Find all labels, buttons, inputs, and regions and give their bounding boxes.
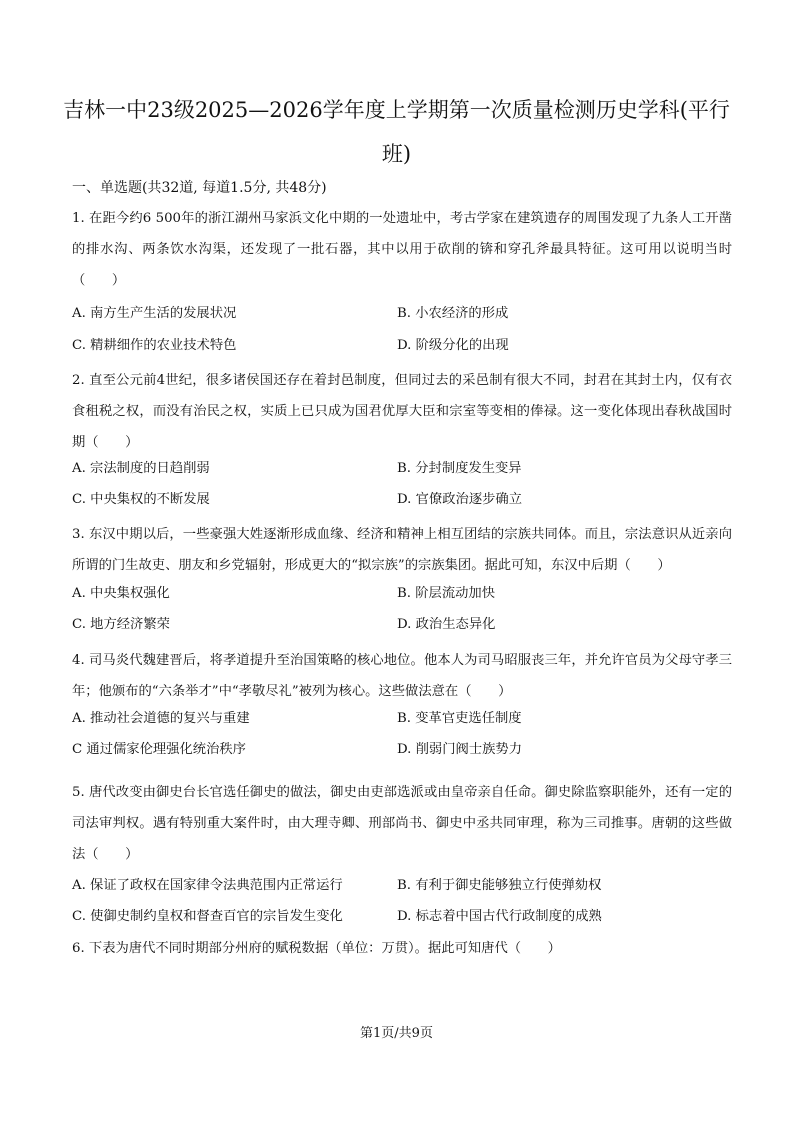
- question-4-option-a: A. 推动社会道德的复兴与重建: [72, 711, 250, 726]
- question-1-stem: 1. 在距今约6 500年的浙江湖州马家浜文化中期的一处遗址中，考古学家在建筑遗存的周围发现了九条人工开凿的排水沟、两条饮水沟渠，还发现了一批石器，其中以用于砍削的锛和穿孔斧最具特征。这可用以说明当时（ ）: [72, 211, 732, 288]
- question-4-option-b: B. 变革官吏选任制度: [397, 711, 522, 726]
- section-heading: 一、单选题(共32道, 每道1.5分, 共48分): [72, 180, 327, 196]
- question-1-option-c: C. 精耕细作的农业技术特色: [72, 338, 237, 353]
- question-5-option-c: C. 使御史制约皇权和督查百官的宗旨发生变化: [72, 909, 343, 924]
- question-3-option-a: A. 中央集权强化: [72, 586, 170, 601]
- question-2-option-b: B. 分封制度发生变异: [397, 461, 522, 476]
- question-3-option-c: C. 地方经济繁荣: [72, 617, 170, 632]
- question-4-option-c: C 通过儒家伦理强化统治秩序: [72, 742, 246, 757]
- question-3-option-b: B. 阶层流动加快: [397, 586, 496, 601]
- question-3-stem: 3. 东汉中期以后，一些豪强大姓逐渐形成血缘、经济和精神上相互团结的宗族共同体。而且，宗法意识从近亲向所谓的门生故吏、朋友和乡党辐射，形成更大的“拟宗族”的宗族集团。据此可知，东汉中后期（ ）: [72, 527, 732, 573]
- question-2-option-d: D. 官僚政治逐步确立: [397, 492, 523, 507]
- question-3-option-d: D. 政治生态异化: [397, 617, 496, 632]
- question-5-option-d: D. 标志着中国古代行政制度的成熟: [397, 909, 602, 924]
- question-5-option-a: A. 保证了政权在国家律令法典范围内正常运行: [72, 878, 343, 893]
- question-4-option-d: D. 削弱门阀士族势力: [397, 742, 523, 757]
- question-1-option-d: D. 阶级分化的出现: [397, 338, 509, 353]
- page-footer: 第1页/共9页: [360, 1026, 433, 1041]
- question-4-stem: 4. 司马炎代魏建晋后，将孝道提升至治国策略的核心地位。他本人为司马昭服丧三年，并允许官员为父母守孝三年；他颁布的“六条举才”中“孝敬尽礼”被列为核心。这些做法意在（ ）: [72, 653, 732, 699]
- question-2-stem: 2. 直至公元前4世纪，很多诸侯国还存在着封邑制度，但同过去的采邑制有很大不同，封君在其封土内，仅有衣食租税之权，而没有治民之权，实质上已只成为国君优厚大臣和宗室等变相的俸禄。这一变化体现出春秋战国时期（ ）: [72, 373, 732, 450]
- document-title: 吉林一中23级2025—2026学年度上学期第一次质量检测历史学科(平行班): [63, 98, 730, 166]
- question-6-stem: 6. 下表为唐代不同时期部分州府的赋税数据（单位：万贯）。据此可知唐代（ ）: [72, 941, 561, 956]
- question-2-option-a: A. 宗法制度的日趋削弱: [72, 461, 210, 476]
- question-5-option-b: B. 有利于御史能够独立行使弹劾权: [397, 878, 602, 893]
- question-1-option-b: B. 小农经济的形成: [397, 306, 509, 321]
- question-1-option-a: A. 南方生产生活的发展状况: [72, 306, 237, 321]
- question-5-stem: 5. 唐代改变由御史台长官选任御史的做法，御史由吏部选派或由皇帝亲自任命。御史除监察职能外，还有一定的司法审判权。遇有特别重大案件时，由大理寺卿、刑部尚书、御史中丞共同审理，称为三司推事。唐朝的这些做法（ ）: [72, 785, 732, 862]
- question-2-option-c: C. 中央集权的不断发展: [72, 492, 210, 507]
